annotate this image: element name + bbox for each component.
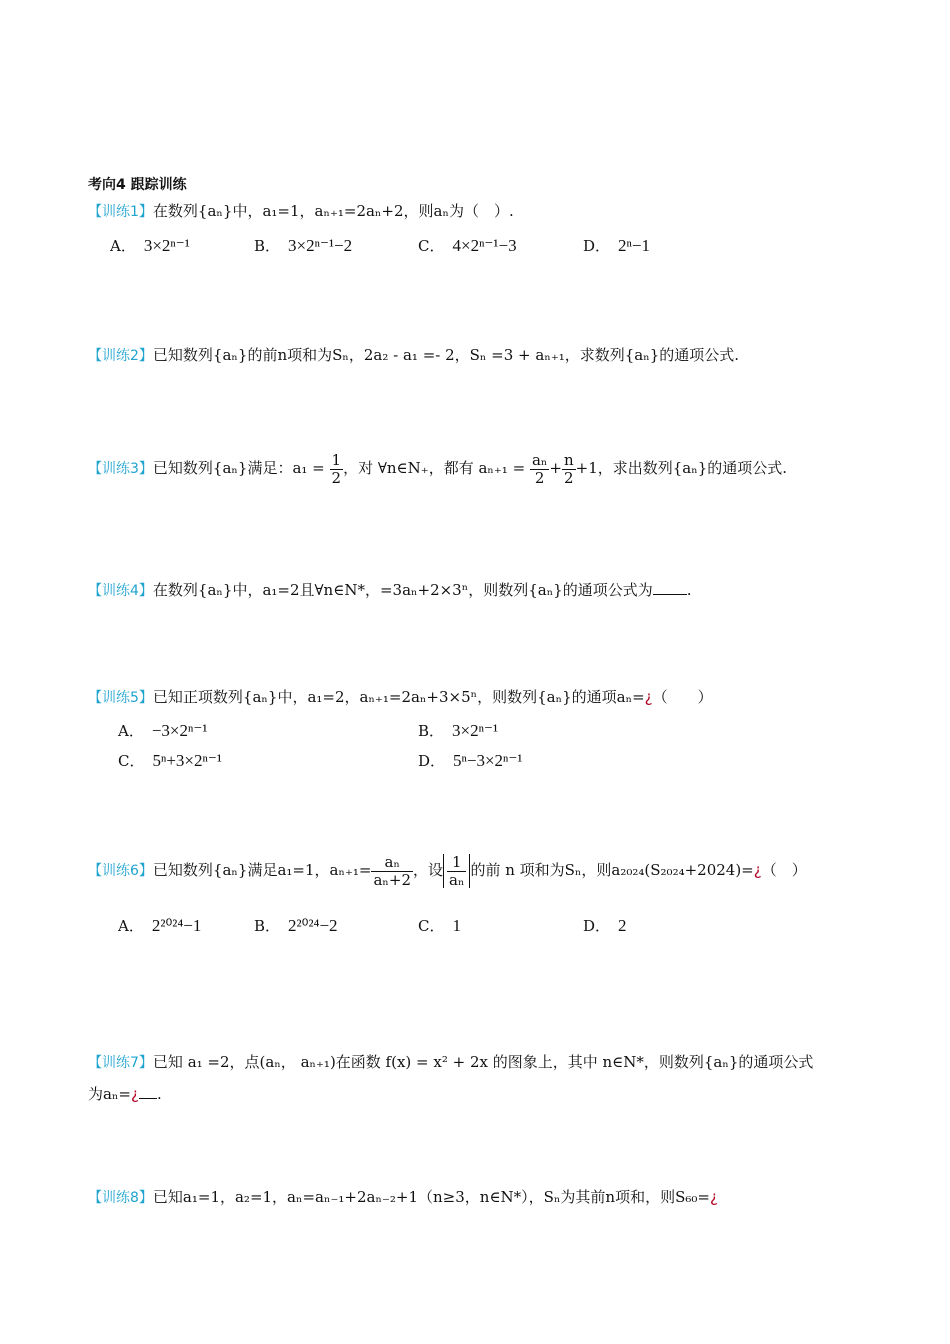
option-label: A． xyxy=(118,722,144,740)
option-text: 3×2ⁿ⁻¹ xyxy=(143,236,190,255)
exercise-stem: 已知 a₁ =2，点(aₙ， aₙ₊₁)在函数 f(x) = x² + 2x 的图象上，其中 n∈N*，则数列{aₙ}的通项公式 xyxy=(152,1053,814,1071)
exercise-stem: 已知a₁=1，a₂=1，aₙ=aₙ₋₁+2aₙ₋₂+1（n≥3，n∈N*），Sₙ为其前n项和，则S₆₀= xyxy=(152,1188,710,1206)
option-label: D． xyxy=(583,237,611,255)
exercise-tag: 【训练5】 xyxy=(88,690,153,706)
exercise-2 xyxy=(88,346,739,366)
exercise-stem-part: 的前 n 项和为Sₙ，则a₂₀₂₄(S₂₀₂₄+2024)= xyxy=(470,861,754,879)
exercise-stem-part: ，对 ∀n∈N₊，都有 aₙ₊₁ = xyxy=(343,459,526,477)
exercise-tag: 【训练8】 xyxy=(88,1190,153,1206)
answer-blank xyxy=(139,1084,157,1099)
option-text: 3×2ⁿ⁻¹ xyxy=(452,721,499,740)
option-label: D． xyxy=(583,917,611,935)
fraction xyxy=(530,452,549,486)
answer-blank xyxy=(653,580,687,595)
exercise-stem-part: ，设 xyxy=(413,861,444,879)
sentence-end: . xyxy=(686,581,692,599)
option-text: 2 xyxy=(618,916,627,935)
option-label: A． xyxy=(110,237,136,255)
fraction-denominator: 2 xyxy=(534,468,545,487)
fraction-numerator: n xyxy=(563,451,574,469)
section-title: 考向4 跟踪训练 xyxy=(88,177,187,193)
option-label: C． xyxy=(418,917,445,935)
exercise-stem: 已知数列{aₙ}的前n项和为Sₙ，2a₂ - a₁ =- 2，Sₙ =3 + aₙ₊₁，求数列{aₙ}的通项公式. xyxy=(152,346,740,364)
exercise-8 xyxy=(88,1188,718,1208)
exercise-5 xyxy=(88,688,713,708)
fraction-numerator: 1 xyxy=(331,451,342,469)
fraction-denominator: aₙ xyxy=(449,870,465,889)
glitch-char: ¿ xyxy=(644,688,653,706)
exercise-tag: 【训练4】 xyxy=(88,583,153,599)
exercise-tag: 【训练6】 xyxy=(88,863,153,879)
exercise-tag: 【训练1】 xyxy=(88,204,153,220)
option-text: −3×2ⁿ⁻¹ xyxy=(151,721,208,740)
option-d xyxy=(583,915,627,937)
option-c xyxy=(418,235,517,257)
exercise-7-line2 xyxy=(88,1084,162,1105)
exercise-stem: 在数列{aₙ}中，a₁=1，aₙ₊₁=2aₙ+2，则aₙ为（ ）. xyxy=(152,202,514,220)
option-b xyxy=(254,915,338,937)
exercise-stem-part: +1，求出数列{aₙ}的通项公式. xyxy=(575,459,788,477)
fraction xyxy=(447,854,466,888)
exercise-tag: 【训练2】 xyxy=(88,348,153,364)
fraction-numerator: 1 xyxy=(447,854,466,872)
option-d xyxy=(583,235,650,257)
exercise-3 xyxy=(88,452,787,486)
option-b xyxy=(418,720,498,742)
option-label: B． xyxy=(418,722,445,740)
exercise-6 xyxy=(88,854,807,888)
option-text: 2ⁿ−1 xyxy=(618,236,650,255)
exercise-stem: 已知正项数列{aₙ}中，a₁=2，aₙ₊₁=2aₙ+3×5ⁿ，则数列{aₙ}的通项aₙ= xyxy=(152,688,645,706)
exercise-stem-part: 已知数列{aₙ}满足a₁=1，aₙ₊₁= xyxy=(152,861,372,879)
exercise-1 xyxy=(88,202,514,222)
exercise-tag: 【训练7】 xyxy=(88,1055,153,1071)
option-label: D． xyxy=(418,752,446,770)
exercise-stem-part: 为aₙ= xyxy=(88,1085,132,1103)
option-text: 3×2ⁿ⁻¹−2 xyxy=(288,236,353,255)
fraction-numerator: aₙ xyxy=(531,451,548,469)
option-b xyxy=(254,235,352,257)
option-a xyxy=(110,235,190,257)
option-a xyxy=(118,720,207,742)
option-text: 4×2ⁿ⁻¹−3 xyxy=(452,236,517,255)
option-c xyxy=(418,915,461,937)
option-label: B． xyxy=(254,237,281,255)
fraction-denominator: 2 xyxy=(331,468,342,487)
option-c xyxy=(118,750,222,772)
fraction xyxy=(330,452,344,486)
fraction-denominator: 2 xyxy=(564,468,574,487)
option-text: 2²⁰²⁴−1 xyxy=(151,916,202,935)
option-a xyxy=(118,915,201,937)
fraction xyxy=(562,452,576,486)
glitch-char: ¿ xyxy=(709,1188,718,1206)
plus-sign: + xyxy=(549,459,562,477)
option-text: 5ⁿ+3×2ⁿ⁻¹ xyxy=(152,751,222,770)
option-text: 1 xyxy=(452,916,461,935)
answer-paren: （ ） xyxy=(761,861,807,879)
option-d xyxy=(418,750,522,772)
option-label: C． xyxy=(418,237,445,255)
fraction-numerator: aₙ xyxy=(371,854,413,872)
exercise-4 xyxy=(88,580,692,601)
option-text: 2²⁰²⁴−2 xyxy=(288,916,338,935)
sentence-end: . xyxy=(156,1085,162,1103)
option-label: A． xyxy=(118,917,144,935)
fraction xyxy=(371,854,413,888)
option-label: B． xyxy=(254,917,281,935)
answer-paren: （ ） xyxy=(652,688,713,706)
exercise-7 xyxy=(88,1053,813,1073)
fraction-denominator: aₙ+2 xyxy=(373,870,411,889)
exercise-stem-part: 已知数列{aₙ}满足：a₁ = xyxy=(152,459,325,477)
option-label: C． xyxy=(118,752,145,770)
exercise-tag: 【训练3】 xyxy=(88,461,153,477)
exercise-stem: 在数列{aₙ}中，a₁=2且∀n∈N*，=3aₙ+2×3ⁿ，则数列{aₙ}的通项公式为 xyxy=(152,581,653,599)
option-text: 5ⁿ−3×2ⁿ⁻¹ xyxy=(453,751,523,770)
brace-group xyxy=(443,854,470,888)
glitch-char: ¿ xyxy=(131,1085,139,1103)
glitch-char: ¿ xyxy=(753,861,762,879)
